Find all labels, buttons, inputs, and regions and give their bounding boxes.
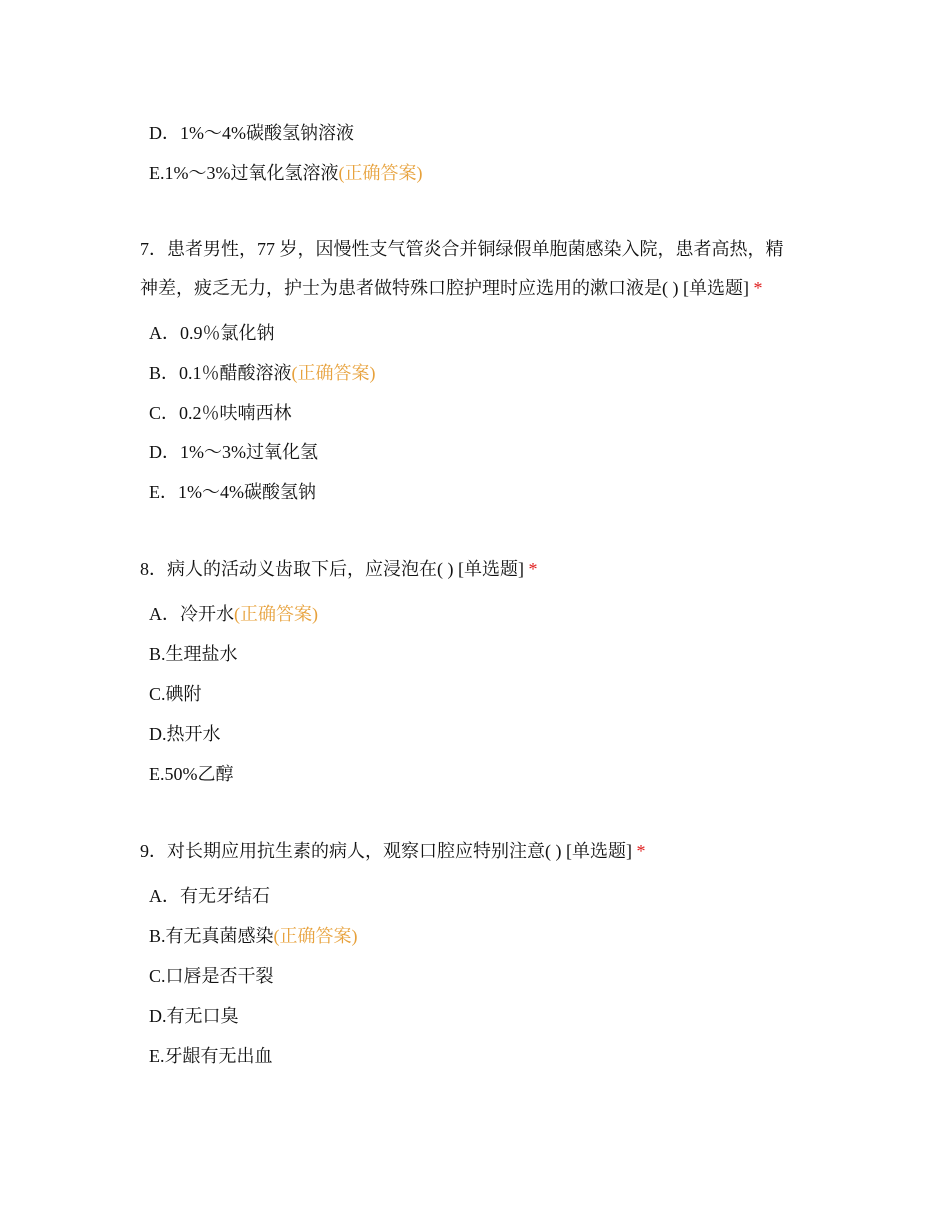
option-text: E.牙龈有无出血 [149, 1046, 273, 1066]
correct-answer-tag: (正确答案) [338, 163, 423, 183]
option-text: D．1%～4%碳酸氢钠溶液 [149, 123, 354, 143]
required-mark: * [528, 559, 538, 579]
option-8-a [149, 602, 318, 626]
option-text: C.碘附 [149, 684, 202, 704]
option-9-a [149, 884, 270, 908]
correct-answer-tag: (正确答案) [291, 363, 376, 383]
option-text: B.有无真菌感染 [149, 926, 274, 946]
question-text: 神差，疲乏无力，护士为患者做特殊口腔护理时应选用的漱口液是( ) [单选题] [140, 278, 749, 298]
option-text: A．有无牙结石 [149, 886, 270, 906]
question-9-title [140, 839, 645, 863]
option-6-d [149, 121, 354, 145]
option-7-a [149, 321, 275, 345]
option-6-e [149, 161, 422, 185]
option-7-b [149, 361, 376, 385]
option-7-e [149, 480, 316, 504]
question-7-title-line-2 [140, 276, 762, 300]
question-text: 8．病人的活动义齿取下后，应浸泡在( ) [单选题] [140, 559, 524, 579]
option-text: E.50%乙醇 [149, 764, 234, 784]
option-9-b [149, 924, 358, 948]
correct-answer-tag: (正确答案) [234, 604, 318, 624]
option-text: D．1%～3%过氧化氢 [149, 442, 318, 462]
required-mark: * [753, 278, 763, 298]
option-text: D.有无口臭 [149, 1006, 239, 1026]
option-text: B.生理盐水 [149, 644, 238, 664]
question-8-title [140, 557, 537, 581]
option-9-e [149, 1044, 273, 1068]
option-9-d [149, 1004, 239, 1028]
option-text: A．冷开水 [149, 604, 234, 624]
correct-answer-tag: (正确答案) [273, 926, 358, 946]
option-text: A．0.9％氯化钠 [149, 323, 275, 343]
option-7-c [149, 401, 292, 425]
option-text: C.口唇是否干裂 [149, 966, 274, 986]
question-text: 7．患者男性，77 岁，因慢性支气管炎合并铜绿假单胞菌感染入院，患者高热，精 [140, 239, 784, 259]
question-text: 9．对长期应用抗生素的病人，观察口腔应特别注意( ) [单选题] [140, 841, 632, 861]
option-9-c [149, 964, 274, 988]
option-text: C．0.2％呋喃西林 [149, 403, 292, 423]
option-8-c [149, 682, 202, 706]
required-mark: * [636, 841, 646, 861]
option-8-e [149, 762, 234, 786]
option-8-d [149, 722, 221, 746]
question-7-title-line-1 [140, 237, 784, 261]
option-text: D.热开水 [149, 724, 221, 744]
option-text: B．0.1％醋酸溶液 [149, 363, 292, 383]
option-7-d [149, 440, 318, 464]
option-8-b [149, 642, 238, 666]
option-text: E.1%～3%过氧化氢溶液 [149, 163, 339, 183]
option-text: E．1%～4%碳酸氢钠 [149, 482, 316, 502]
